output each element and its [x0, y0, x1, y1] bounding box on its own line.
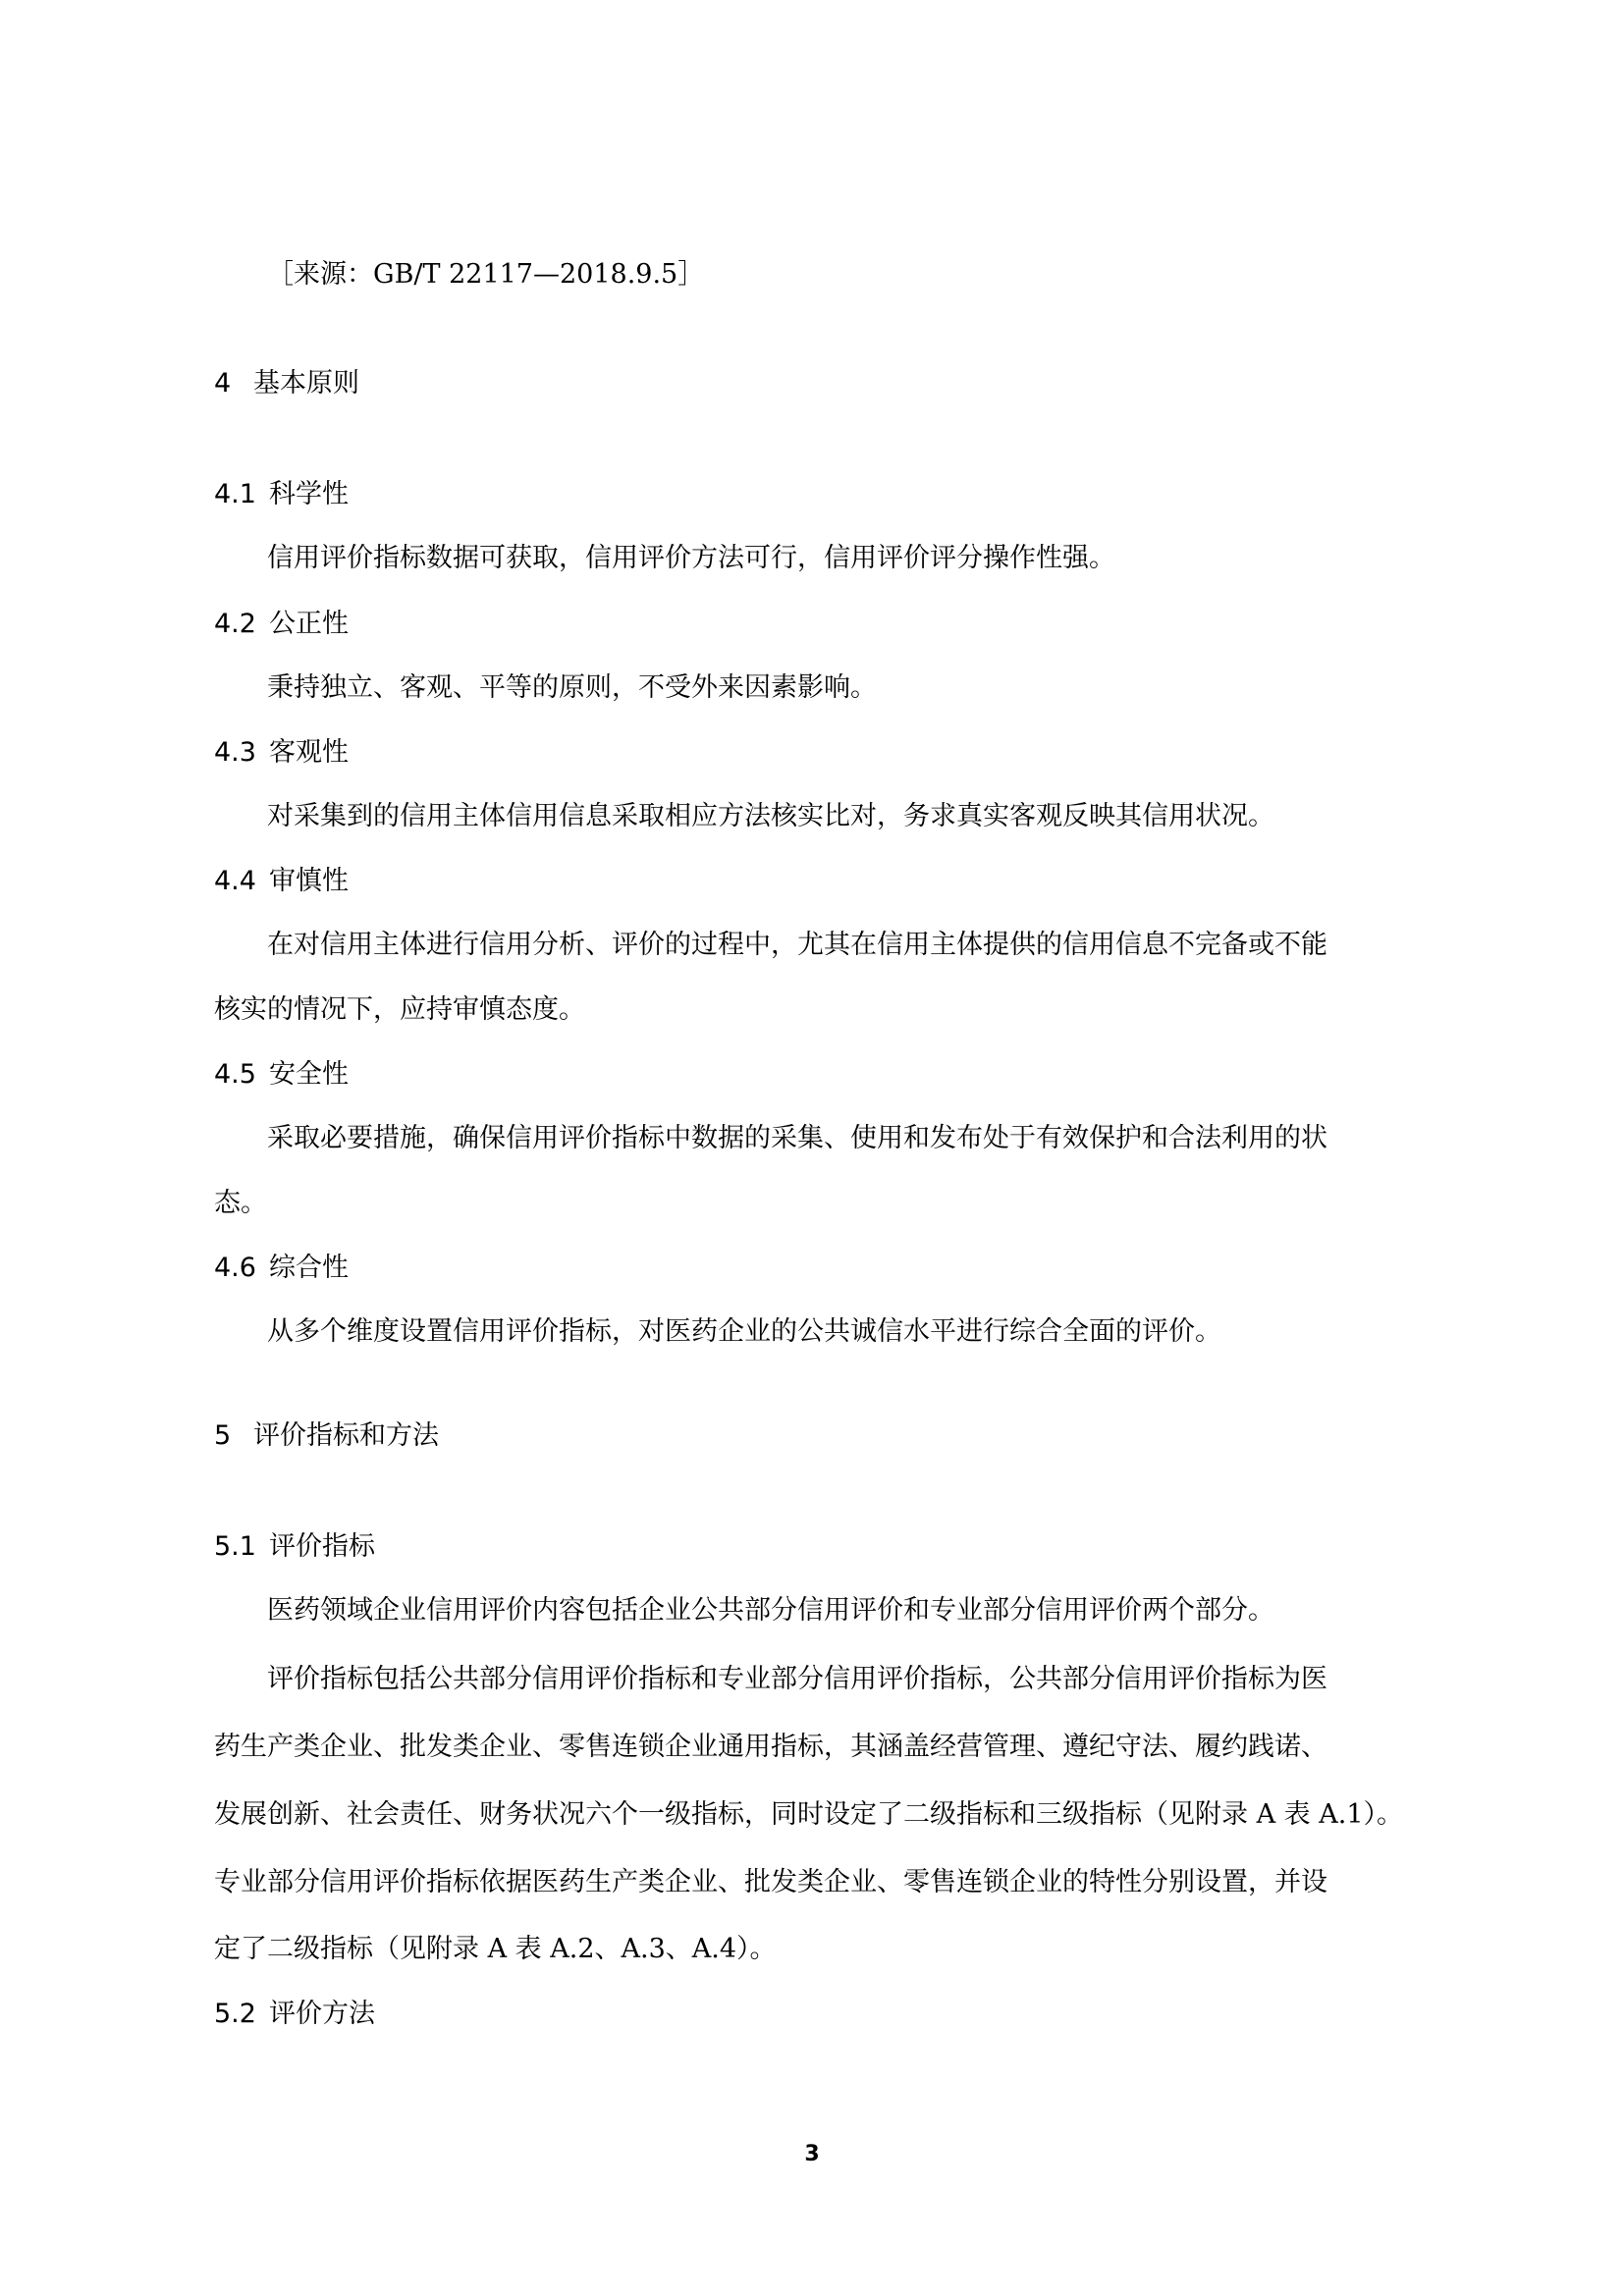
- subsection-number: 4.2: [214, 609, 256, 639]
- page-number: 3: [804, 2142, 820, 2166]
- paragraph-line: 专业部分信用评价指标依据医药生产类企业、批发类企业、零售连锁企业的特性分别设置，并设: [214, 1867, 1327, 1897]
- subsection-heading-4-2: [214, 607, 349, 642]
- subsection-heading-5-2: [214, 1997, 375, 2032]
- subsection-number: 4.1: [214, 479, 256, 509]
- subsection-number: 5.2: [214, 1999, 256, 2029]
- subsection-number: 4.5: [214, 1059, 256, 1090]
- section-number: 4: [214, 368, 232, 399]
- subsection-title: 客观性: [269, 737, 349, 768]
- subsection-title: 综合性: [269, 1253, 349, 1283]
- subsection-title: 公正性: [269, 609, 349, 639]
- paragraph-line: 从多个维度设置信用评价指标，对医药企业的公共诚信水平进行综合全面的评价。: [267, 1316, 1221, 1347]
- subsection-title: 审慎性: [269, 866, 349, 896]
- subsection-heading-4-1: [214, 477, 349, 512]
- paragraph-line: 在对信用主体进行信用分析、评价的过程中，尤其在信用主体提供的信用信息不完备或不能: [267, 930, 1327, 960]
- paragraph-line: 态。: [214, 1188, 267, 1218]
- section-number: 5: [214, 1420, 232, 1451]
- paragraph-line: 采取必要措施，确保信用评价指标中数据的采集、使用和发布处于有效保护和合法利用的状: [267, 1123, 1327, 1153]
- paragraph-line: 对采集到的信用主体信用信息采取相应方法核实比对，务求真实客观反映其信用状况。: [267, 801, 1274, 831]
- source-note: ［来源：GB/T 22117—2018.9.5］: [267, 259, 705, 290]
- subsection-heading-4-6: [214, 1251, 349, 1286]
- section-heading-4: [214, 366, 359, 401]
- subsection-number: 5.1: [214, 1531, 256, 1562]
- subsection-title: 评价指标: [269, 1531, 375, 1562]
- paragraph-line: 评价指标包括公共部分信用评价指标和专业部分信用评价指标，公共部分信用评价指标为医: [267, 1664, 1327, 1694]
- subsection-number: 4.3: [214, 737, 256, 768]
- subsection-title: 科学性: [269, 479, 349, 509]
- paragraph-line: 定了二级指标（见附录 A 表 A.2、A.3、A.4）。: [214, 1934, 777, 1964]
- paragraph-line: 医药领域企业信用评价内容包括企业公共部分信用评价和专业部分信用评价两个部分。: [267, 1595, 1274, 1626]
- paragraph-line: 信用评价指标数据可获取，信用评价方法可行，信用评价评分操作性强。: [267, 543, 1115, 573]
- subsection-number: 4.4: [214, 866, 256, 896]
- section-title: 基本原则: [253, 368, 359, 399]
- subsection-heading-5-1: [214, 1529, 375, 1565]
- paragraph-line: 药生产类企业、批发类企业、零售连锁企业通用指标，其涵盖经营管理、遵纪守法、履约践诺、: [214, 1732, 1327, 1762]
- section-title: 评价指标和方法: [253, 1420, 439, 1451]
- paragraph-line: 核实的情况下，应持审慎态度。: [214, 994, 585, 1025]
- paragraph-line: 发展创新、社会责任、财务状况六个一级指标，同时设定了二级指标和三级指标（见附录 A 表 A.1）。: [214, 1799, 1404, 1830]
- subsection-title: 安全性: [269, 1059, 349, 1090]
- subsection-title: 评价方法: [269, 1999, 375, 2029]
- paragraph-line: 秉持独立、客观、平等的原则，不受外来因素影响。: [267, 672, 877, 703]
- section-heading-5: [214, 1418, 439, 1454]
- subsection-heading-4-3: [214, 735, 349, 771]
- subsection-heading-4-4: [214, 864, 349, 899]
- subsection-number: 4.6: [214, 1253, 256, 1283]
- subsection-heading-4-5: [214, 1057, 349, 1093]
